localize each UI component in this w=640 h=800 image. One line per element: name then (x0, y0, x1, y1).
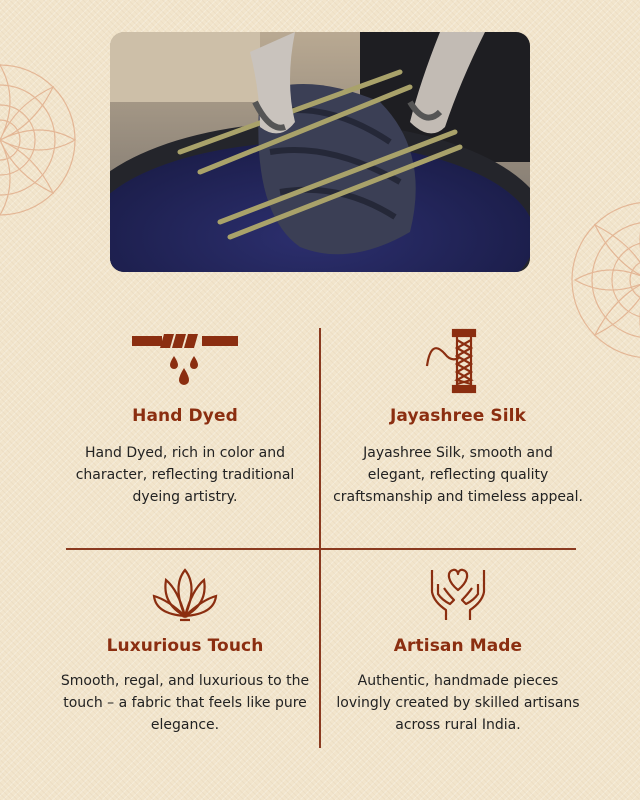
horizontal-divider (66, 548, 576, 550)
feature-description: Hand Dyed, rich in color and character, reflecting traditional dyeing artistry. (75, 445, 295, 505)
feature-jayashree-silk (333, 328, 583, 508)
feature-luxurious-touch (60, 566, 310, 736)
feature-artisan-made (333, 566, 583, 736)
hero-photo-indigo-dyeing (110, 32, 530, 272)
feature-title: Artisan Made (393, 636, 523, 656)
mandala-left-decoration (0, 40, 90, 240)
feature-hand-dyed (60, 328, 310, 508)
lotus-icon (150, 566, 220, 622)
feature-description: Jayashree Silk, smooth and elegant, reflecting quality craftsmanship and timeless appeal. (333, 445, 583, 505)
dyed-rope-drops-icon (130, 328, 240, 388)
feature-title: Luxurious Touch (106, 636, 264, 656)
feature-description: Smooth, regal, and luxurious to the touch – a fabric that feels like pure elegance. (60, 673, 310, 733)
feature-title: Hand Dyed (132, 406, 238, 426)
hands-heart-icon (426, 566, 490, 622)
feature-title: Jayashree Silk (389, 406, 526, 426)
thread-spool-icon (423, 328, 493, 394)
feature-description: Authentic, handmade pieces lovingly created by skilled artisans across rural India. (336, 673, 580, 733)
vertical-divider (319, 328, 321, 748)
